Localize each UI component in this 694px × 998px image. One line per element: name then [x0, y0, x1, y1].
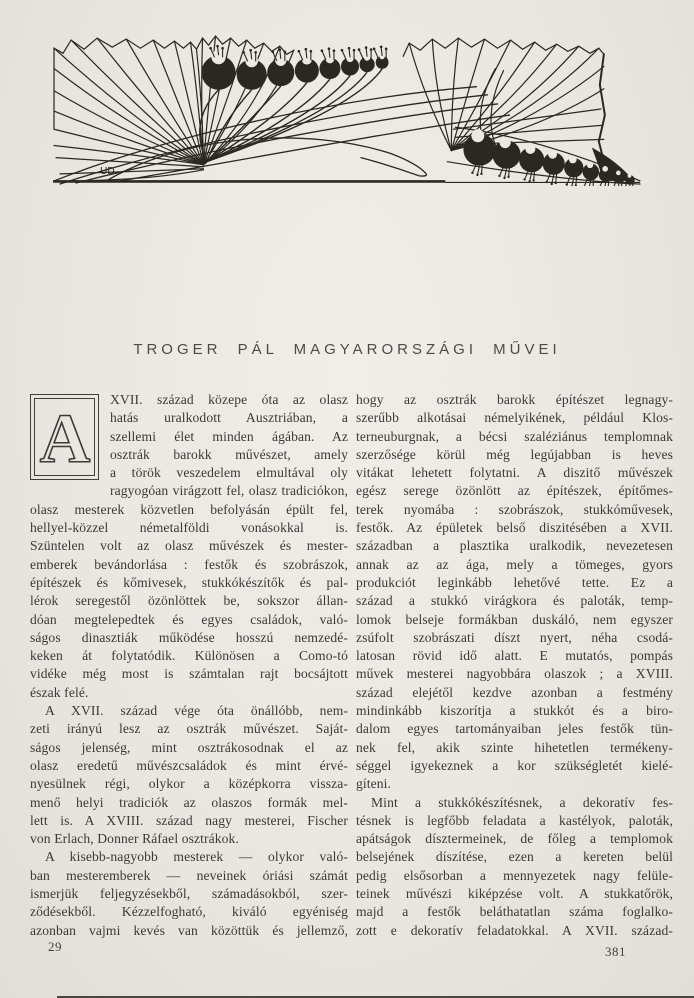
stamen-tip: [385, 48, 388, 51]
stamen-tip: [221, 47, 224, 50]
poppy-notch: [587, 161, 594, 168]
artist-monogram: UD.: [100, 165, 118, 177]
text-line: menő helyi tradiciók az olaszos formák mel-: [30, 794, 348, 810]
text-line: latosan rövid idő alatt. E mutatós, pompás: [356, 648, 673, 664]
text-line: belsejének díszítése, ezen a kereten belül: [356, 849, 673, 865]
text-line: században a plasztika uralkodik, nevezetesen: [356, 538, 673, 554]
stamen-tip: [305, 48, 308, 51]
stamen-tip: [242, 51, 245, 54]
stamen-tip: [523, 178, 525, 180]
stamen-tip: [471, 172, 473, 174]
text-line: ságos dinasztiák működése hosszú nemzedé-: [30, 629, 348, 645]
text-line: keken át folytatódik. Különösen a Como-tó: [30, 648, 348, 664]
text-line: észak felé.: [30, 684, 89, 700]
svg-text:A: A: [39, 401, 90, 474]
text-line: század elejétől kezdve azonban a festmény: [356, 684, 673, 700]
text-line: a török veszedelem elmultával oly: [110, 465, 348, 481]
text-line: A kisebb-nagyobb mesterek — olykor való-: [45, 849, 348, 865]
text-line: teinek művészi kiképzése volt. A stukkatőrök,: [356, 886, 673, 902]
poppy-stamen: [472, 164, 476, 173]
text-line: terek nyomába : szobrászok, stukkóművesek,: [356, 501, 673, 517]
poppy-stamen: [617, 184, 619, 186]
stamen-tip: [575, 184, 577, 186]
stamen-tip: [476, 174, 478, 176]
text-line: XVII. század közepe óta az olasz: [110, 392, 348, 407]
poppy-stamen: [628, 185, 630, 186]
text-line: gíteni.: [356, 776, 392, 792]
text-line: zott e dekoratív feladatokkal. A XVII. század-: [356, 922, 673, 938]
poppy-stamen: [359, 50, 363, 59]
poppy-stamen: [299, 51, 303, 60]
dropcap-inner-frame: [34, 398, 95, 476]
stamen-tip: [271, 50, 274, 53]
poppy-stamen: [322, 51, 326, 60]
text-line: pedig elsősorban a mennyezetek nagy felüle-: [356, 867, 673, 883]
poppy-stamen: [500, 167, 504, 176]
text-line: lett is. A XVIII. század nagy mesterei, Fischer: [30, 812, 348, 828]
text-line: lomok belseje formákban duskáló, nem egyszer: [356, 611, 673, 627]
text-line: szellemi élet minden ágában. Az: [110, 428, 348, 444]
stamen-tip: [365, 46, 368, 49]
stamen-tip: [566, 183, 568, 185]
text-line: olasz eredetű művészcsaládok és mint érvé-: [30, 757, 348, 773]
text-line: von Erlach, Donner Ráfael osztrákok.: [30, 831, 239, 847]
text-line: lérok seregestől özönlöttek be, sokszor állan-: [30, 593, 348, 609]
headpiece-illustration: [50, 32, 642, 186]
text-line: ságos jelenség, mint osztrákosodnak el az: [30, 739, 348, 755]
text-line: olasz mesterek közvetlen befolyásán épült fel,: [30, 501, 348, 517]
text-line: hellyel-közzel németalföldi vonásokkal is.: [30, 520, 348, 536]
left-fan: [54, 36, 294, 181]
stamen-tip: [480, 173, 482, 175]
dropcap-initial-box: [30, 394, 99, 480]
text-line: osztrák barokk művészet, amely: [110, 446, 348, 462]
text-line: ződésekből. Kézzelfogható, kiváló egyéniség: [30, 904, 348, 920]
page-number-right: 381: [605, 944, 626, 959]
text-column-left: [30, 391, 348, 940]
stamen-tip: [341, 49, 344, 52]
stamen-tip: [321, 49, 324, 52]
stamen-tip: [216, 45, 219, 48]
stamen-tip: [254, 51, 257, 54]
text-line: tésnek is legfőbb feladata a kastélyok, paloták,: [356, 812, 673, 828]
headpiece-svg: [50, 32, 642, 186]
text-line: egész serege özönlött az építészek, építőmes-: [356, 483, 673, 499]
poppy-stamen: [547, 173, 551, 182]
poppy-row-bottom: [463, 129, 634, 186]
text-line: annak az az ága, mely a tömeges, gyors: [356, 556, 673, 572]
text-line: produkciót leginkább lehetővé tette. Ez a: [356, 574, 673, 590]
poppy-stamen: [525, 170, 529, 179]
stamen-tip: [571, 185, 573, 186]
text-line: szerzősége körül még legújabban is heves: [356, 446, 673, 462]
poppy-notch: [628, 174, 632, 178]
stamen-tip: [358, 48, 361, 51]
poppy-notch: [471, 129, 484, 142]
stamen-tip: [283, 50, 286, 53]
poppy-notch: [525, 144, 535, 154]
text-line: ragyogóan virágzott fel, olasz tradiciókon,: [110, 483, 348, 499]
stamen-tip: [310, 50, 313, 53]
poppy-stamen: [342, 50, 346, 59]
text-line: ban mesteremberek — neveinek óriási számát: [30, 867, 348, 883]
text-line: séggel igyekeznek a kor szükségletét kielé-: [356, 757, 673, 773]
text-line: Mint a stukkókészítésnek, a dekoratív fes-: [371, 794, 673, 810]
stamen-tip: [328, 47, 331, 50]
stamen-tip: [370, 48, 373, 51]
text-line: A XVII. század vége óta önállóbb, nem-: [45, 703, 348, 719]
stamen-tip: [550, 183, 552, 185]
text-line: szerűbb alkotásai némelyikének, például Klos-: [356, 410, 673, 426]
text-line: hatás uralkodott Ausztriában, a: [110, 410, 348, 426]
poppy-notch: [602, 166, 608, 172]
stamen-tip: [380, 45, 383, 48]
text-line: ismerjük feljegyzésekből, számadásokból, szer-: [30, 886, 348, 902]
stamen-tip: [209, 47, 212, 50]
stamen-tip: [333, 49, 336, 52]
article-title: TROGER PÁL MAGYARORSZÁGI MŰVEI: [133, 341, 561, 358]
stamen-tip: [298, 50, 301, 53]
stamen-tip: [498, 175, 500, 177]
text-line: építészek és kőmivesek, stukkókészítők és pal-: [30, 574, 348, 590]
text-line: hogy az osztrák barokk építészet legnagy-: [356, 392, 673, 407]
text-line: vidéke még most is számtalan rajt bocsájtott: [30, 666, 348, 682]
stamen-tip: [532, 179, 534, 181]
poppy-notch: [569, 156, 577, 164]
text-line: nyesülnek régi, olykor a középkorra vissza-: [30, 776, 348, 792]
text-line: dalom egyes tartományaiban jeles festők tün-: [356, 721, 673, 737]
text-line: század a stukkó virágkora és paloták, temp-: [356, 593, 673, 609]
stamen-tip: [278, 48, 281, 51]
text-line: Szüntelen volt az olasz művészek és mester-: [30, 538, 348, 554]
stamen-tip: [249, 49, 252, 52]
text-line: terneuburgnak, a bécsi szaléziánus templomnak: [356, 428, 673, 444]
stamen-tip: [373, 48, 376, 51]
stamen-tip: [503, 177, 505, 179]
text-column-right: [356, 391, 673, 940]
poppy-notch: [548, 150, 557, 159]
text-line: festők. Az épületek belső diszitésében a XVII.: [356, 520, 673, 536]
stamen-tip: [348, 47, 351, 50]
text-line: dóan megtelepedtek és egyes családok, való-: [30, 611, 348, 627]
poppy-stamen: [567, 175, 571, 184]
text-line: vitákat lehetett folytatni. A diszitő művészek: [356, 465, 673, 481]
text-line: emberek bevándorlása : festők és szobrászok,: [30, 556, 348, 572]
text-line: majd a festők beláthatatlan száma foglalko-: [356, 904, 673, 920]
poppy-notch: [500, 137, 511, 148]
text-line: azonban vajmi kevés van közöttük és jellemző,: [30, 922, 348, 938]
text-line: mindinkább kiszorítja a stukkót és a biro-: [356, 703, 673, 719]
text-line: apátságok dísztermeinek, de főleg a templomok: [356, 831, 673, 847]
poppy-notch: [616, 171, 621, 176]
text-line: művek mesterei nagyobbára olaszok ; a XVIII.: [356, 666, 673, 682]
stalk-sweeps: [54, 87, 510, 184]
page-number-left: 29: [48, 939, 62, 954]
dropcap-letter-a: [37, 400, 93, 474]
stamen-tip: [507, 176, 509, 178]
text-line: zsúfolt szobrászati díszt nyert, néha csodá-: [356, 629, 673, 645]
text-line: nek fel, akik szinte hihetetlen termékeny-: [356, 739, 673, 755]
stamen-tip: [353, 49, 356, 52]
poppy-stamen: [374, 49, 378, 58]
text-line: zeti irányú lesz az osztrák művészet. Saját-: [30, 721, 348, 737]
